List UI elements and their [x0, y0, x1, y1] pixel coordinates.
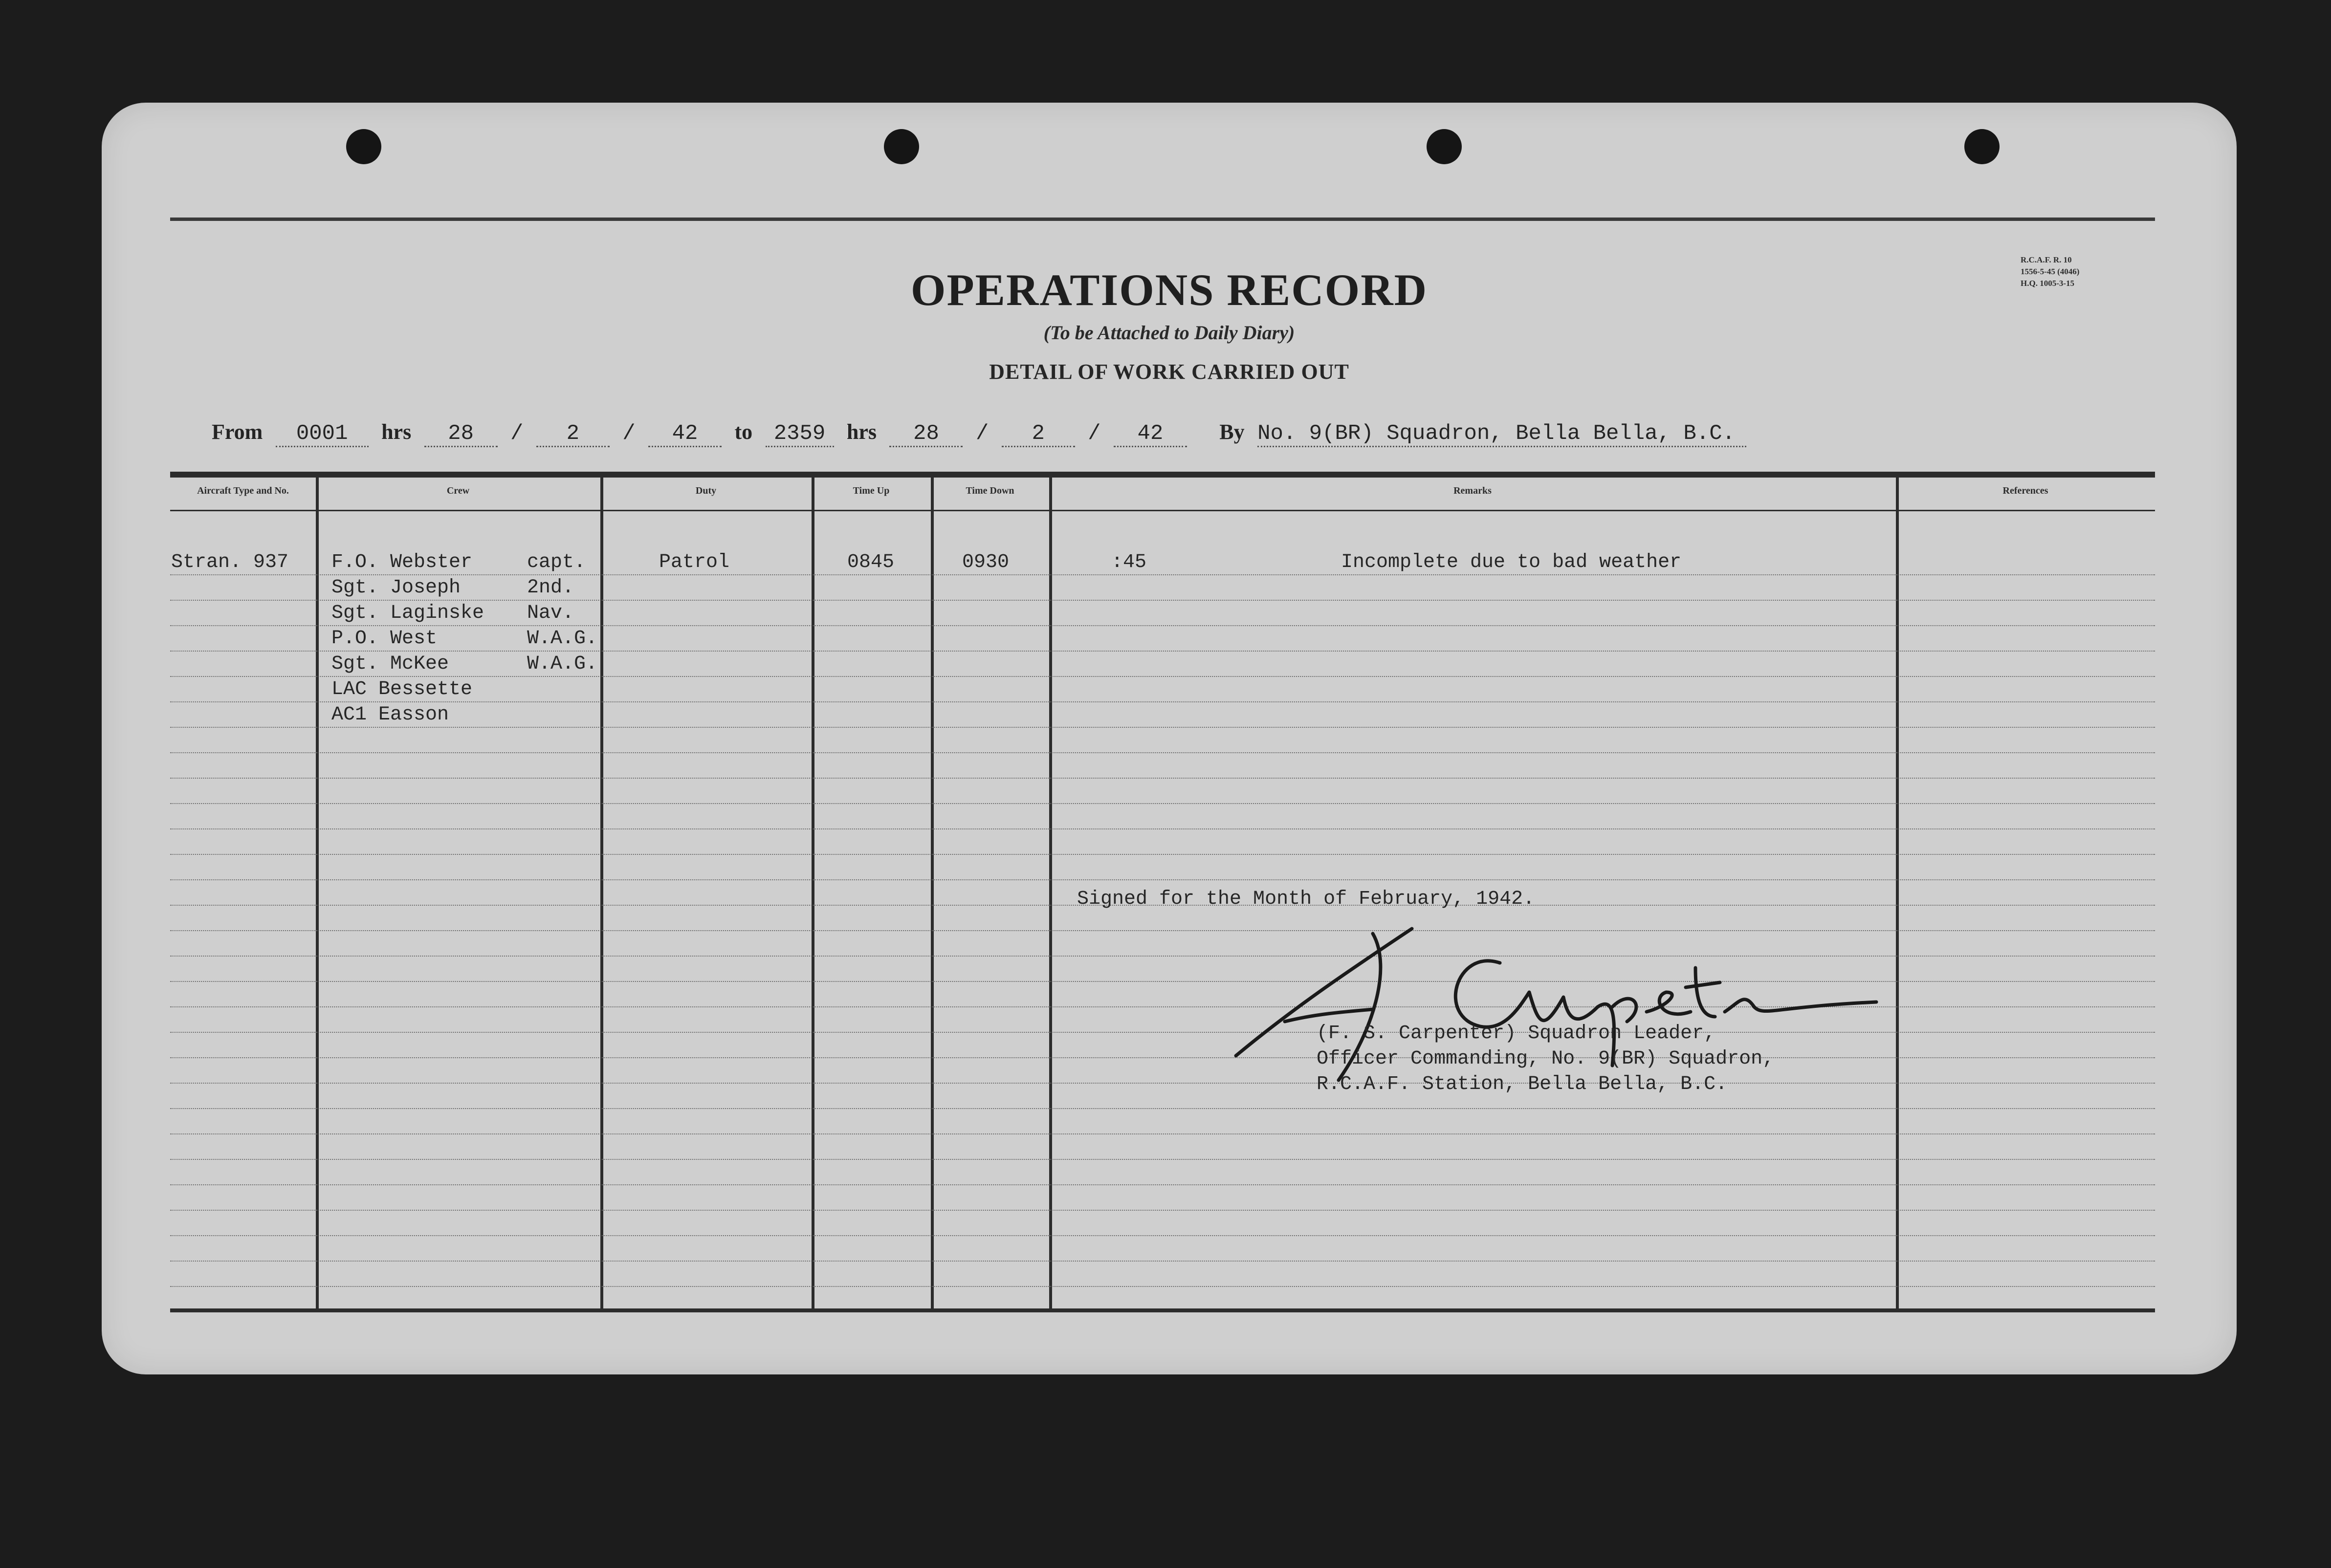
- from-month: 2: [536, 421, 610, 447]
- column-divider: [931, 472, 934, 1312]
- column-header-time-up: Time Up: [853, 485, 890, 496]
- signatory-name: (F. S. Carpenter) Squadron Leader,: [1317, 1023, 1716, 1045]
- crew-role: W.A.G.: [527, 628, 598, 650]
- hrs-label: hrs: [381, 420, 412, 444]
- column-divider: [1896, 472, 1899, 1312]
- crew-name: LAC Bessette: [331, 678, 473, 700]
- ruled-line: [170, 879, 2155, 880]
- signed-line: Signed for the Month of February, 1942.: [1077, 888, 1535, 910]
- to-day: 28: [889, 421, 963, 447]
- remarks-cell: Incomplete due to bad weather: [1341, 551, 1682, 573]
- form-number-line: R.C.A.F. R. 10: [2021, 255, 2072, 264]
- table-top-border: [170, 472, 2155, 478]
- crew-name: AC1 Easson: [331, 704, 449, 726]
- ruled-line: [170, 778, 2155, 779]
- column-header-duty: Duty: [695, 485, 717, 496]
- to-month: 2: [1002, 421, 1075, 447]
- ruled-line: [170, 828, 2155, 829]
- aircraft-cell: Stran. 937: [171, 551, 289, 573]
- binder-hole: [884, 129, 919, 164]
- top-rule: [170, 218, 2155, 221]
- column-divider: [316, 472, 319, 1312]
- detail-heading: DETAIL OF WORK CARRIED OUT: [989, 360, 1349, 384]
- page-subtitle: (To be Attached to Daily Diary): [1043, 322, 1295, 344]
- ruled-line: [170, 803, 2155, 804]
- binder-hole: [346, 129, 381, 164]
- crew-name: Sgt. McKee: [331, 653, 449, 675]
- ruled-line: [170, 1159, 2155, 1160]
- form-number-line: H.Q. 1005-3-15: [2021, 279, 2075, 288]
- crew-name: P.O. West: [331, 628, 438, 650]
- ruled-line: [170, 1286, 2155, 1287]
- unit-field: No. 9(BR) Squadron, Bella Bella, B.C.: [1257, 421, 1746, 447]
- column-divider: [600, 472, 603, 1312]
- ruled-line: [170, 1133, 2155, 1134]
- column-header-time-down: Time Down: [966, 485, 1014, 496]
- remarks-duration: :45: [1111, 551, 1147, 573]
- ruled-line: [170, 854, 2155, 855]
- duty-cell: Patrol: [659, 551, 730, 573]
- hrs-label: hrs: [846, 420, 877, 444]
- ruled-line: [170, 1261, 2155, 1262]
- column-divider: [1049, 472, 1052, 1312]
- form-number-line: 1556-5-45 (4046): [2021, 267, 2080, 276]
- signatory-station: R.C.A.F. Station, Bella Bella, B.C.: [1317, 1073, 1728, 1095]
- from-label: From: [212, 420, 263, 444]
- from-year: 42: [648, 421, 722, 447]
- from-day: 28: [424, 421, 498, 447]
- ruled-line: [170, 1184, 2155, 1185]
- operations-record-form: [102, 103, 2237, 1374]
- binder-hole: [1427, 129, 1462, 164]
- column-divider: [812, 472, 814, 1312]
- ruled-line: [170, 752, 2155, 753]
- table-bottom-border: [170, 1308, 2155, 1312]
- column-header-references: References: [2002, 485, 2048, 496]
- period-line: From 0001 hrs 28 / 2 / 42 to 2359 hrs 28 / 2 / 42 By No. 9(BR) Squadron, Bella Bella, B.C.: [212, 419, 1746, 447]
- crew-role: W.A.G.: [527, 653, 598, 675]
- ruled-line: [170, 1210, 2155, 1211]
- to-label: to: [734, 420, 753, 444]
- crew-role: 2nd.: [527, 577, 574, 599]
- page-title: OPERATIONS RECORD: [910, 265, 1428, 315]
- header-divider: [170, 510, 2155, 511]
- by-label: By: [1219, 420, 1245, 444]
- crew-name: Sgt. Laginske: [331, 602, 484, 624]
- time-down-cell: 0930: [962, 551, 1010, 573]
- time-up-cell: 0845: [847, 551, 895, 573]
- signatory-position: Officer Commanding, No. 9(BR) Squadron,: [1317, 1048, 1775, 1070]
- column-header-crew: Crew: [446, 485, 470, 496]
- crew-role: Nav.: [527, 602, 574, 624]
- to-year: 42: [1114, 421, 1187, 447]
- ruled-line: [170, 727, 2155, 728]
- binder-hole: [1964, 129, 2000, 164]
- column-header-aircraft: Aircraft Type and No.: [197, 485, 289, 496]
- to-time: 2359: [766, 421, 834, 447]
- from-time: 0001: [276, 421, 369, 447]
- crew-role: capt.: [527, 551, 586, 573]
- ruled-line: [170, 1235, 2155, 1236]
- column-header-remarks: Remarks: [1453, 485, 1492, 496]
- crew-name: F.O. Webster: [331, 551, 473, 573]
- ruled-line: [170, 651, 2155, 652]
- crew-name: Sgt. Joseph: [331, 577, 461, 599]
